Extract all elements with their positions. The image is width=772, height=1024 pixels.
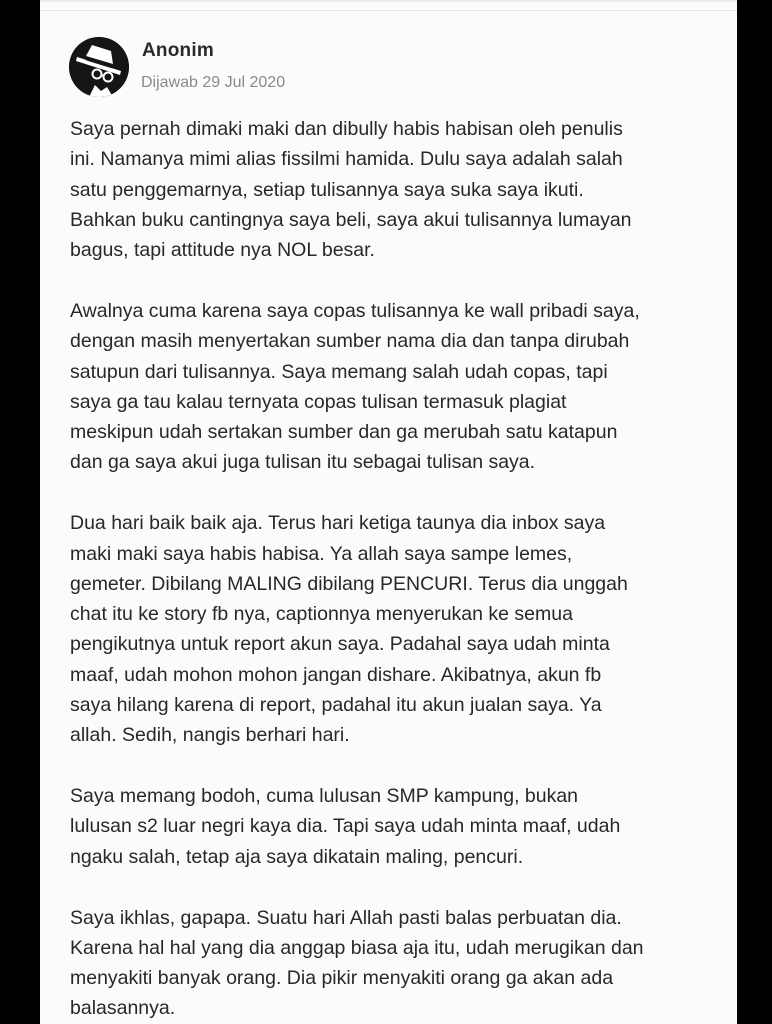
anonymous-incognito-icon[interactable] (69, 37, 129, 97)
paragraph: Dua hari baik baik aja. Terus hari ketiga taunya dia inbox saya maki maki saya habis habisa. Ya allah saya sampe lemes, gemeter. Dibilang MALING dibilang PENCURI. Terus dia unggah chat itu ke story fb nya, captionnya menyerukan ke semua pengikutnya untuk report akun saya. Padahal saya udah minta maaf, udah mohon mohon jangan dishare. Akibatnya, akun fb saya hilang karena di report, padahal itu akun jualan saya. Ya allah. Sedih, nangis berhari hari. (70, 512, 628, 747)
right-black-border (737, 0, 772, 1024)
author-name[interactable]: Anonim (142, 40, 214, 61)
answer-body (70, 114, 720, 1024)
left-black-border (0, 0, 40, 1024)
divider (40, 10, 737, 11)
paragraph: Saya ikhlas, gapapa. Suatu hari Allah pasti balas perbuatan dia. Karena hal hal yang dia anggap biasa aja itu, udah merugikan dan menyakiti banyak orang. Dia pikir menyakiti orang ga akan ada balasannya. (70, 906, 644, 1020)
paragraph: Saya memang bodoh, cuma lulusan SMP kampung, bukan lulusan s2 luar negri kaya dia. Tapi saya udah minta maaf, udah ngaku salah, tetap aja saya dikatain maling, pencuri. (70, 785, 621, 868)
answer-date: Dijawab 29 Jul 2020 (141, 74, 286, 91)
paragraph: Saya pernah dimaki maki dan dibully habis habisan oleh penulis ini. Namanya mimi alias fissilmi hamida. Dulu saya adalah salah satu penggemarnya, setiap tulisannya saya suka saya ikuti. Bahkan buku cantingnya saya beli, saya akui tulisannya lumayan bagus, tapi attitude nya NOL besar. (70, 118, 632, 262)
paragraph: Awalnya cuma karena saya copas tulisannya ke wall pribadi saya, dengan masih menyertakan sumber nama dia dan tanpa dirubah satupun dari tulisannya. Saya memang salah udah copas, tapi saya ga tau kalau ternyata copas tulisan termasuk plagiat meskipun udah sertakan sumber dan ga merubah satu katapun dan ga saya akui juga tulisan itu sebagai tulisan saya. (70, 299, 640, 474)
answer-card (40, 0, 737, 1024)
